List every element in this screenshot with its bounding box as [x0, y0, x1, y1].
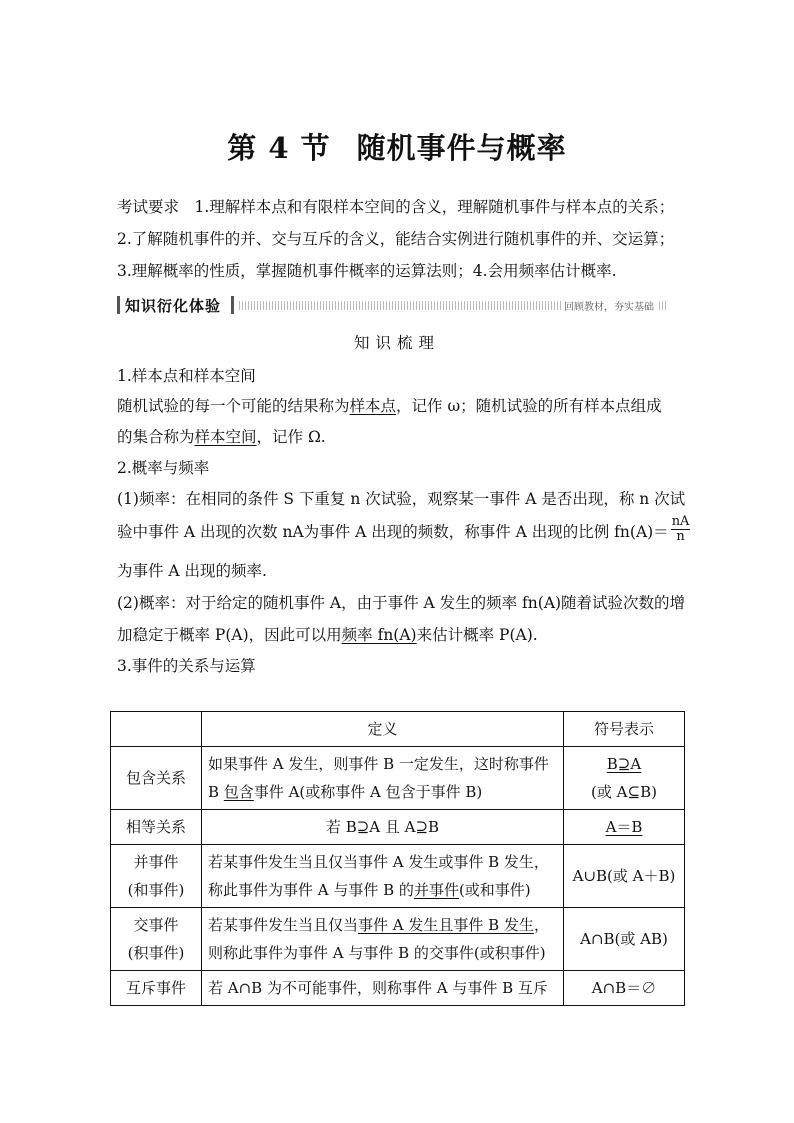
s2-heading: 2.概率与频率	[117, 459, 210, 477]
relation-name: 包含关系	[125, 769, 186, 787]
frequency-fraction	[671, 515, 691, 544]
section-number: 第 4 节	[227, 131, 331, 165]
definition-line	[208, 778, 557, 806]
symbol-cell	[564, 747, 685, 810]
relation-name: 并事件	[133, 853, 179, 871]
table-row	[111, 810, 685, 845]
s2-text: 来估计概率 P(A).	[416, 626, 538, 644]
definition-cell	[202, 908, 564, 971]
banner-note: 回顾教材，夯实基础	[561, 298, 657, 313]
table-row	[111, 971, 685, 1006]
requirements-line-2: 2.了解随机事件的并、交与互斥的含义，能结合实例进行随机事件的并、交运算；	[117, 230, 675, 248]
subheading: 知识梳理	[353, 334, 440, 352]
s1-text: 的集合称为	[117, 428, 195, 446]
table-header-cell	[111, 712, 202, 747]
event-relations-table	[110, 711, 685, 1006]
definition-cell	[202, 747, 564, 810]
s2-p1-line-1: (1)频率：在相同的条件 S 下重复 n 次试验，观察某一事件 A 是否出现，称 n 次试	[117, 490, 686, 508]
s1-text: ，记作 ω；随机试验的所有样本点组成	[396, 397, 662, 415]
s2-p2-line-2	[117, 625, 538, 645]
s2-text: 验中事件 A 出现的次数 nA为事件 A 出现的频数，称事件 A 出现的比例 fn(A)＝	[117, 523, 669, 541]
s2-p1-line-3: 为事件 A 出现的频率.	[117, 562, 267, 580]
symbol-cell	[564, 810, 685, 845]
definition-cell	[202, 845, 564, 908]
definition-line: 则称此事件为事件 A 与事件 B 的交事件(或积事件)	[208, 944, 546, 962]
definition-line	[208, 911, 557, 939]
s1-text: ，记作 Ω.	[256, 428, 326, 446]
symbol-cell: A∩B(或 AB)	[564, 908, 685, 971]
banner-label: 知识衍化体验	[125, 297, 222, 315]
page-title	[0, 126, 794, 167]
definition-cell: 若 A∩B 为不可能事件，则称事件 A 与事件 B 互斥	[202, 971, 564, 1006]
sample-space-term: 样本空间	[194, 428, 257, 446]
s3-heading: 3.事件的关系与运算	[117, 657, 256, 675]
s2-p2-line-1: (2)概率：对于给定的随机事件 A，由于事件 A 发生的频率 fn(A)随着试验次数的增	[117, 594, 686, 612]
fraction-numerator: nA	[671, 513, 690, 529]
definition-term: 事件 A 发生且事件 B 发生	[358, 916, 534, 934]
relation-name-alt: (积事件)	[127, 944, 185, 962]
sample-point-term: 样本点	[349, 397, 397, 415]
s1-line-1	[117, 396, 662, 416]
symbol-text: B⊇A	[606, 755, 642, 773]
symbol-text: (或 A⊆B)	[591, 783, 657, 801]
section-topic: 随机事件与概率	[356, 131, 567, 165]
definition-cell: 若 B⊇A 且 A⊇B	[202, 810, 564, 845]
definition-text: B	[208, 783, 224, 801]
relation-name-alt: (和事件)	[127, 881, 185, 899]
s1-line-2	[117, 427, 326, 447]
s2-p1-line-2	[117, 513, 690, 544]
relation-name-cell: 相等关系	[111, 810, 202, 845]
requirements-line-3: 3.理解概率的性质，掌握随机事件概率的运算法则；4.会用频率估计概率.	[117, 262, 617, 280]
section-banner	[117, 296, 679, 314]
table-header-row	[111, 712, 685, 747]
requirements-line-1: 考试要求 1.理解样本点和有限样本空间的含义，理解随机事件与样本点的关系；	[117, 198, 675, 216]
definition-text: ，	[533, 916, 549, 934]
definition-term: 包含	[223, 783, 254, 801]
symbol-text: A＝B	[605, 818, 643, 836]
symbol-cell: A∪B(或 A＋B)	[564, 845, 685, 908]
table-row	[111, 845, 685, 908]
relation-name-cell	[111, 908, 202, 971]
table-row	[111, 908, 685, 971]
s1-heading: 1.样本点和样本空间	[117, 367, 256, 385]
definition-text: 若某事件发生当且仅当	[208, 916, 359, 934]
definition-text: 事件 A(或称事件 A 包含于事件 B)	[253, 783, 483, 801]
definition-text: 称此事件为事件 A 与事件 B 的	[208, 881, 414, 899]
table-row	[111, 747, 685, 810]
relation-name: 交事件	[133, 916, 179, 934]
definition-text: (或和事件)	[458, 881, 531, 899]
s1-text: 随机试验的每一个可能的结果称为	[117, 397, 350, 415]
symbol-cell: A∩B＝∅	[564, 971, 685, 1006]
relation-name-cell: 互斥事件	[111, 971, 202, 1006]
table-header-cell: 符号表示	[564, 712, 685, 747]
definition-term: 并事件	[413, 881, 459, 899]
definition-line: 若某事件发生当且仅当事件 A 发生或事件 B 发生，	[208, 853, 549, 871]
banner-bar-right	[231, 296, 234, 314]
table-header-cell: 定义	[202, 712, 564, 747]
fraction-denominator: n	[676, 528, 685, 544]
relation-name-cell	[111, 845, 202, 908]
relation-name-cell	[111, 747, 202, 810]
frequency-term: 频率 fn(A)	[341, 626, 417, 644]
banner-bar-left	[117, 296, 120, 314]
definition-line: 如果事件 A 发生，则事件 B 一定发生，这时称事件	[208, 755, 549, 773]
s2-text: 加稳定于概率 P(A)，因此可以用	[117, 626, 342, 644]
definition-line	[208, 876, 557, 904]
